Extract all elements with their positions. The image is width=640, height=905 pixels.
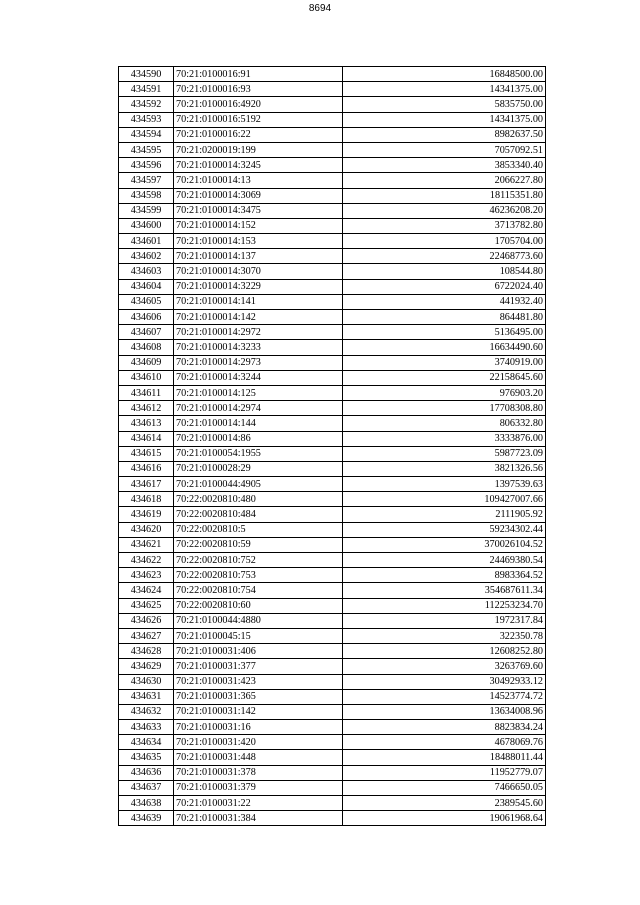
- record-id-cell: 434599: [119, 203, 174, 218]
- value-cell: 2066227.80: [343, 173, 546, 188]
- cadastral-number-cell: 70:21:0100031:16: [174, 720, 343, 735]
- table-row: [119, 765, 546, 780]
- table-row: [119, 613, 546, 628]
- record-id-cell: 434593: [119, 112, 174, 127]
- cadastral-number-cell: 70:21:0100031:379: [174, 780, 343, 795]
- table-row: [119, 142, 546, 157]
- record-id-cell: 434619: [119, 507, 174, 522]
- cadastral-number-cell: 70:21:0100031:423: [174, 674, 343, 689]
- value-cell: 30492933.12: [343, 674, 546, 689]
- record-id-cell: 434598: [119, 188, 174, 203]
- value-cell: 14341375.00: [343, 82, 546, 97]
- record-id-cell: 434592: [119, 97, 174, 112]
- value-cell: 12608252.80: [343, 644, 546, 659]
- record-id-cell: 434596: [119, 158, 174, 173]
- value-cell: 3263769.60: [343, 659, 546, 674]
- value-cell: 11952779.07: [343, 765, 546, 780]
- cadastral-number-cell: 70:21:0100014:152: [174, 218, 343, 233]
- value-cell: 3740919.00: [343, 355, 546, 370]
- record-id-cell: 434621: [119, 537, 174, 552]
- value-cell: 5987723.09: [343, 446, 546, 461]
- table-row: [119, 583, 546, 598]
- value-cell: 6722024.40: [343, 279, 546, 294]
- value-cell: 22158645.60: [343, 370, 546, 385]
- cadastral-number-cell: 70:21:0100028:29: [174, 461, 343, 476]
- cadastral-number-cell: 70:21:0100014:153: [174, 234, 343, 249]
- record-id-cell: 434624: [119, 583, 174, 598]
- table-row: [119, 67, 546, 82]
- value-cell: 1397539.63: [343, 477, 546, 492]
- table-row: [119, 264, 546, 279]
- table-row: [119, 598, 546, 613]
- cadastral-number-cell: 70:21:0100044:4905: [174, 477, 343, 492]
- table-row: [119, 370, 546, 385]
- value-cell: 3821326.56: [343, 461, 546, 476]
- table-row: [119, 477, 546, 492]
- cadastral-number-cell: 70:21:0100045:15: [174, 628, 343, 643]
- record-id-cell: 434607: [119, 325, 174, 340]
- cadastral-number-cell: 70:22:0020810:480: [174, 492, 343, 507]
- table-row: [119, 97, 546, 112]
- cadastral-number-cell: 70:21:0100014:3070: [174, 264, 343, 279]
- cadastral-number-cell: 70:21:0100016:5192: [174, 112, 343, 127]
- cadastral-number-cell: 70:21:0100044:4880: [174, 613, 343, 628]
- table-row: [119, 112, 546, 127]
- record-id-cell: 434637: [119, 780, 174, 795]
- value-cell: 22468773.60: [343, 249, 546, 264]
- value-cell: 112253234.70: [343, 598, 546, 613]
- cadastral-number-cell: 70:21:0100014:3244: [174, 370, 343, 385]
- record-id-cell: 434633: [119, 720, 174, 735]
- table-row: [119, 158, 546, 173]
- table-row: [119, 689, 546, 704]
- cadastral-number-cell: 70:22:0020810:60: [174, 598, 343, 613]
- value-cell: 370026104.52: [343, 537, 546, 552]
- value-cell: 14523774.72: [343, 689, 546, 704]
- value-cell: 4678069.76: [343, 735, 546, 750]
- table-row: [119, 188, 546, 203]
- value-cell: 7466650.05: [343, 780, 546, 795]
- value-cell: 354687611.34: [343, 583, 546, 598]
- value-cell: 1705704.00: [343, 234, 546, 249]
- value-cell: 322350.78: [343, 628, 546, 643]
- table-row: [119, 82, 546, 97]
- record-id-cell: 434614: [119, 431, 174, 446]
- cadastral-number-cell: 70:21:0100014:144: [174, 416, 343, 431]
- record-id-cell: 434613: [119, 416, 174, 431]
- record-id-cell: 434590: [119, 67, 174, 82]
- table-row: [119, 796, 546, 811]
- record-id-cell: 434604: [119, 279, 174, 294]
- value-cell: 17708308.80: [343, 401, 546, 416]
- cadastral-number-cell: 70:22:0020810:753: [174, 568, 343, 583]
- value-cell: 5835750.00: [343, 97, 546, 112]
- cadastral-number-cell: 70:21:0100014:137: [174, 249, 343, 264]
- cadastral-number-cell: 70:21:0100014:3245: [174, 158, 343, 173]
- cadastral-number-cell: 70:21:0100014:86: [174, 431, 343, 446]
- record-id-cell: 434602: [119, 249, 174, 264]
- table-row: [119, 355, 546, 370]
- page-number: 8694: [308, 3, 332, 14]
- table-row: [119, 568, 546, 583]
- record-id-cell: 434635: [119, 750, 174, 765]
- table-row: [119, 340, 546, 355]
- cadastral-number-cell: 70:21:0100016:22: [174, 127, 343, 142]
- record-id-cell: 434595: [119, 142, 174, 157]
- table-row: [119, 461, 546, 476]
- record-id-cell: 434594: [119, 127, 174, 142]
- value-cell: 1972317.84: [343, 613, 546, 628]
- table-row: [119, 249, 546, 264]
- cadastral-number-cell: 70:21:0100016:4920: [174, 97, 343, 112]
- table-row: [119, 735, 546, 750]
- value-cell: 46236208.20: [343, 203, 546, 218]
- cadastral-number-cell: 70:21:0100016:91: [174, 67, 343, 82]
- value-cell: 7057092.51: [343, 142, 546, 157]
- table-row: [119, 385, 546, 400]
- value-cell: 19061968.64: [343, 811, 546, 826]
- table-row: [119, 507, 546, 522]
- value-cell: 108544.80: [343, 264, 546, 279]
- record-id-cell: 434609: [119, 355, 174, 370]
- record-id-cell: 434617: [119, 477, 174, 492]
- value-cell: 2389545.60: [343, 796, 546, 811]
- record-id-cell: 434632: [119, 704, 174, 719]
- value-cell: 8823834.24: [343, 720, 546, 735]
- value-cell: 24469380.54: [343, 553, 546, 568]
- cadastral-number-cell: 70:21:0100014:142: [174, 310, 343, 325]
- table-row: [119, 720, 546, 735]
- cadastral-number-cell: 70:21:0200019:199: [174, 142, 343, 157]
- table-row: [119, 325, 546, 340]
- record-id-cell: 434630: [119, 674, 174, 689]
- value-cell: 806332.80: [343, 416, 546, 431]
- cadastral-number-cell: 70:21:0100031:420: [174, 735, 343, 750]
- table-row: [119, 294, 546, 309]
- cadastral-number-cell: 70:21:0100014:141: [174, 294, 343, 309]
- record-id-cell: 434629: [119, 659, 174, 674]
- value-cell: 18115351.80: [343, 188, 546, 203]
- value-cell: 109427007.66: [343, 492, 546, 507]
- value-cell: 3713782.80: [343, 218, 546, 233]
- record-id-cell: 434618: [119, 492, 174, 507]
- cadastral-number-cell: 70:22:0020810:484: [174, 507, 343, 522]
- table-row: [119, 704, 546, 719]
- cadastral-number-cell: 70:21:0100031:406: [174, 644, 343, 659]
- table-row: [119, 310, 546, 325]
- record-id-cell: 434626: [119, 613, 174, 628]
- table-row: [119, 674, 546, 689]
- cadastral-number-cell: 70:21:0100014:3229: [174, 279, 343, 294]
- value-cell: 8983364.52: [343, 568, 546, 583]
- record-id-cell: 434625: [119, 598, 174, 613]
- table-row: [119, 218, 546, 233]
- cadastral-number-cell: 70:21:0100031:365: [174, 689, 343, 704]
- cadastral-number-cell: 70:22:0020810:752: [174, 553, 343, 568]
- value-cell: 14341375.00: [343, 112, 546, 127]
- cadastral-number-cell: 70:21:0100014:2974: [174, 401, 343, 416]
- table-row: [119, 780, 546, 795]
- cadastral-number-cell: 70:21:0100031:377: [174, 659, 343, 674]
- cadastral-number-cell: 70:21:0100014:125: [174, 385, 343, 400]
- record-id-cell: 434631: [119, 689, 174, 704]
- value-cell: 18488011.44: [343, 750, 546, 765]
- value-cell: 864481.80: [343, 310, 546, 325]
- cadastral-number-cell: 70:21:0100031:448: [174, 750, 343, 765]
- record-id-cell: 434623: [119, 568, 174, 583]
- table-row: [119, 446, 546, 461]
- records-table: [118, 66, 546, 826]
- cadastral-number-cell: 70:21:0100014:13: [174, 173, 343, 188]
- cadastral-number-cell: 70:21:0100031:142: [174, 704, 343, 719]
- record-id-cell: 434616: [119, 461, 174, 476]
- value-cell: 5136495.00: [343, 325, 546, 340]
- table-row: [119, 553, 546, 568]
- record-id-cell: 434636: [119, 765, 174, 780]
- value-cell: 59234302.44: [343, 522, 546, 537]
- record-id-cell: 434634: [119, 735, 174, 750]
- record-id-cell: 434612: [119, 401, 174, 416]
- cadastral-number-cell: 70:21:0100014:3233: [174, 340, 343, 355]
- record-id-cell: 434603: [119, 264, 174, 279]
- value-cell: 13634008.96: [343, 704, 546, 719]
- table-row: [119, 203, 546, 218]
- record-id-cell: 434601: [119, 234, 174, 249]
- table-row: [119, 811, 546, 826]
- cadastral-number-cell: 70:21:0100014:2972: [174, 325, 343, 340]
- cadastral-number-cell: 70:21:0100016:93: [174, 82, 343, 97]
- record-id-cell: 434600: [119, 218, 174, 233]
- value-cell: 3853340.40: [343, 158, 546, 173]
- cadastral-number-cell: 70:22:0020810:59: [174, 537, 343, 552]
- table-row: [119, 644, 546, 659]
- record-id-cell: 434627: [119, 628, 174, 643]
- table-row: [119, 628, 546, 643]
- cadastral-number-cell: 70:21:0100014:2973: [174, 355, 343, 370]
- table-row: [119, 127, 546, 142]
- record-id-cell: 434628: [119, 644, 174, 659]
- cadastral-number-cell: 70:21:0100031:378: [174, 765, 343, 780]
- record-id-cell: 434639: [119, 811, 174, 826]
- record-id-cell: 434638: [119, 796, 174, 811]
- table-row: [119, 173, 546, 188]
- record-id-cell: 434606: [119, 310, 174, 325]
- cadastral-number-cell: 70:21:0100054:1955: [174, 446, 343, 461]
- value-cell: 3333876.00: [343, 431, 546, 446]
- table-row: [119, 279, 546, 294]
- cadastral-number-cell: 70:21:0100014:3475: [174, 203, 343, 218]
- table-row: [119, 431, 546, 446]
- table-row: [119, 750, 546, 765]
- table-row: [119, 416, 546, 431]
- table-row: [119, 234, 546, 249]
- value-cell: 441932.40: [343, 294, 546, 309]
- record-id-cell: 434610: [119, 370, 174, 385]
- table-row: [119, 492, 546, 507]
- value-cell: 976903.20: [343, 385, 546, 400]
- record-id-cell: 434591: [119, 82, 174, 97]
- value-cell: 2111905.92: [343, 507, 546, 522]
- record-id-cell: 434605: [119, 294, 174, 309]
- table-row: [119, 522, 546, 537]
- value-cell: 16634490.60: [343, 340, 546, 355]
- record-id-cell: 434608: [119, 340, 174, 355]
- table-row: [119, 659, 546, 674]
- record-id-cell: 434622: [119, 553, 174, 568]
- value-cell: 16848500.00: [343, 67, 546, 82]
- record-id-cell: 434597: [119, 173, 174, 188]
- table-row: [119, 537, 546, 552]
- cadastral-number-cell: 70:22:0020810:5: [174, 522, 343, 537]
- records-table-body: [119, 67, 546, 826]
- record-id-cell: 434615: [119, 446, 174, 461]
- cadastral-number-cell: 70:21:0100014:3069: [174, 188, 343, 203]
- cadastral-number-cell: 70:21:0100031:22: [174, 796, 343, 811]
- record-id-cell: 434611: [119, 385, 174, 400]
- cadastral-number-cell: 70:22:0020810:754: [174, 583, 343, 598]
- table-row: [119, 401, 546, 416]
- record-id-cell: 434620: [119, 522, 174, 537]
- cadastral-number-cell: 70:21:0100031:384: [174, 811, 343, 826]
- value-cell: 8982637.50: [343, 127, 546, 142]
